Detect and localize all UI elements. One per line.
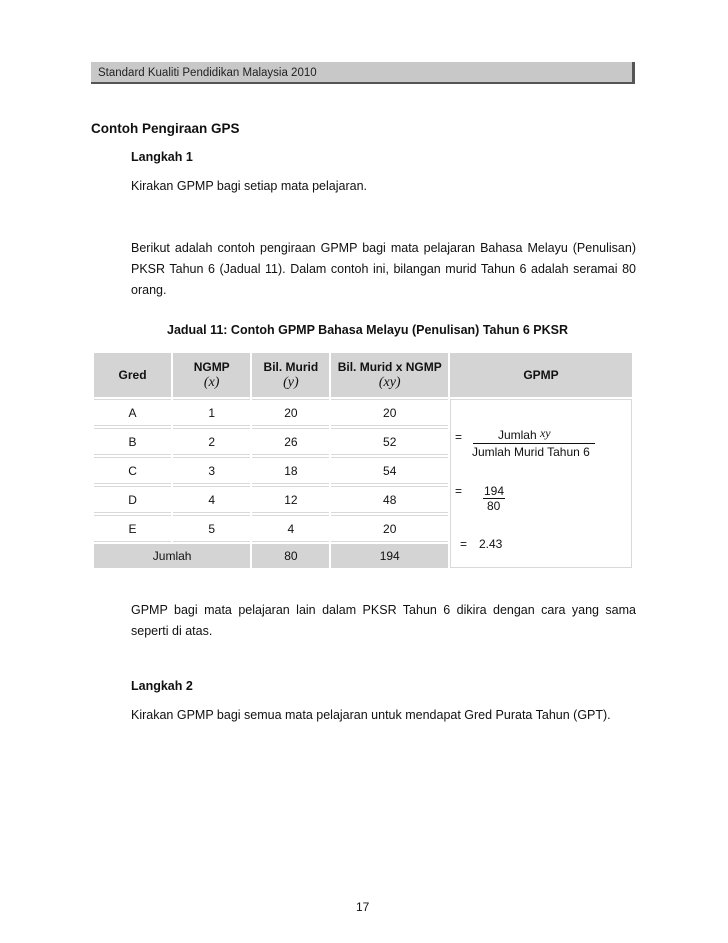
- step2-text: Kirakan GPMP bagi semua mata pelajaran untuk mendapat Gred Purata Tahun (GPT).: [131, 708, 611, 722]
- after-table-text: GPMP bagi mata pelajaran lain dalam PKSR Tahun 6 dikira dengan cara yang sama seperti di atas.: [131, 603, 636, 638]
- formula-numerator-label: Jumlah: [497, 427, 537, 442]
- table-row: [94, 399, 632, 426]
- cell-bil-murid: 20: [252, 399, 329, 426]
- formula-result: 2.43: [478, 536, 503, 551]
- header-product: [331, 353, 448, 397]
- header-ngmp-label: NGMP: [193, 359, 230, 374]
- header-product-label: Bil. Murid x NGMP: [337, 359, 442, 374]
- step1-paragraph: Berikut adalah contoh pengiraan GPMP bagi mata pelajaran Bahasa Melayu (Penulisan) PKSR Tahun 6 (Jadual 11). Dalam contoh ini, bilangan murid Tahun 6 adalah seramai 80 orang.: [131, 241, 636, 297]
- gpmp-table: [92, 351, 634, 570]
- table-caption: Jadual 11: Contoh GPMP Bahasa Melayu (Penulisan) Tahun 6 PKSR: [167, 323, 569, 337]
- page-header-title: Standard Kualiti Pendidikan Malaysia 2010: [98, 67, 317, 79]
- cell-ngmp: 2: [173, 428, 250, 455]
- cell-product: 48: [331, 486, 448, 513]
- header-product-var: (xy): [378, 374, 401, 390]
- total-label: Jumlah: [94, 544, 250, 568]
- cell-bil-murid: 26: [252, 428, 329, 455]
- formula-denominator: Jumlah Murid Tahun 6: [471, 444, 590, 459]
- cell-ngmp: 3: [173, 457, 250, 484]
- table-header-row: [94, 353, 632, 397]
- cell-gred: C: [94, 457, 171, 484]
- cell-gred: E: [94, 515, 171, 542]
- cell-product: 52: [331, 428, 448, 455]
- header-gred: Gred: [94, 353, 171, 397]
- cell-bil-murid: 12: [252, 486, 329, 513]
- header-bil-murid-label: Bil. Murid: [263, 359, 319, 374]
- header-bil-murid: [252, 353, 329, 397]
- header-ngmp-var: (x): [203, 374, 220, 390]
- header-bil-murid-var: (y): [283, 374, 299, 390]
- page-number: 17: [356, 900, 370, 914]
- formula-numerator-value: 194: [483, 483, 504, 498]
- total-bil-murid: 80: [252, 544, 329, 568]
- cell-bil-murid: 4: [252, 515, 329, 542]
- step1-heading: Langkah 1: [131, 150, 193, 164]
- formula-equals-1: =: [454, 429, 462, 444]
- cell-gred: A: [94, 399, 171, 426]
- formula-fraction-line-1: [473, 443, 595, 444]
- formula-equals-2: =: [454, 483, 462, 498]
- section-title: Contoh Pengiraan GPS: [91, 121, 240, 136]
- header-gpmp: GPMP: [450, 353, 632, 397]
- step1-text: Kirakan GPMP bagi setiap mata pelajaran.: [131, 179, 368, 193]
- cell-ngmp: 4: [173, 486, 250, 513]
- header-ngmp: [173, 353, 250, 397]
- page-header-bar: [91, 62, 635, 84]
- cell-ngmp: 5: [173, 515, 250, 542]
- total-product: 194: [331, 544, 448, 568]
- cell-gred: B: [94, 428, 171, 455]
- cell-gred: D: [94, 486, 171, 513]
- gpmp-formula-cell: [450, 399, 632, 568]
- cell-ngmp: 1: [173, 399, 250, 426]
- cell-product: 20: [331, 515, 448, 542]
- formula-numerator-var: xy: [539, 425, 551, 440]
- cell-bil-murid: 18: [252, 457, 329, 484]
- formula-equals-3: =: [459, 536, 467, 551]
- cell-product: 54: [331, 457, 448, 484]
- cell-product: 20: [331, 399, 448, 426]
- formula-denominator-value: 80: [486, 498, 501, 513]
- step2-heading: Langkah 2: [131, 679, 193, 693]
